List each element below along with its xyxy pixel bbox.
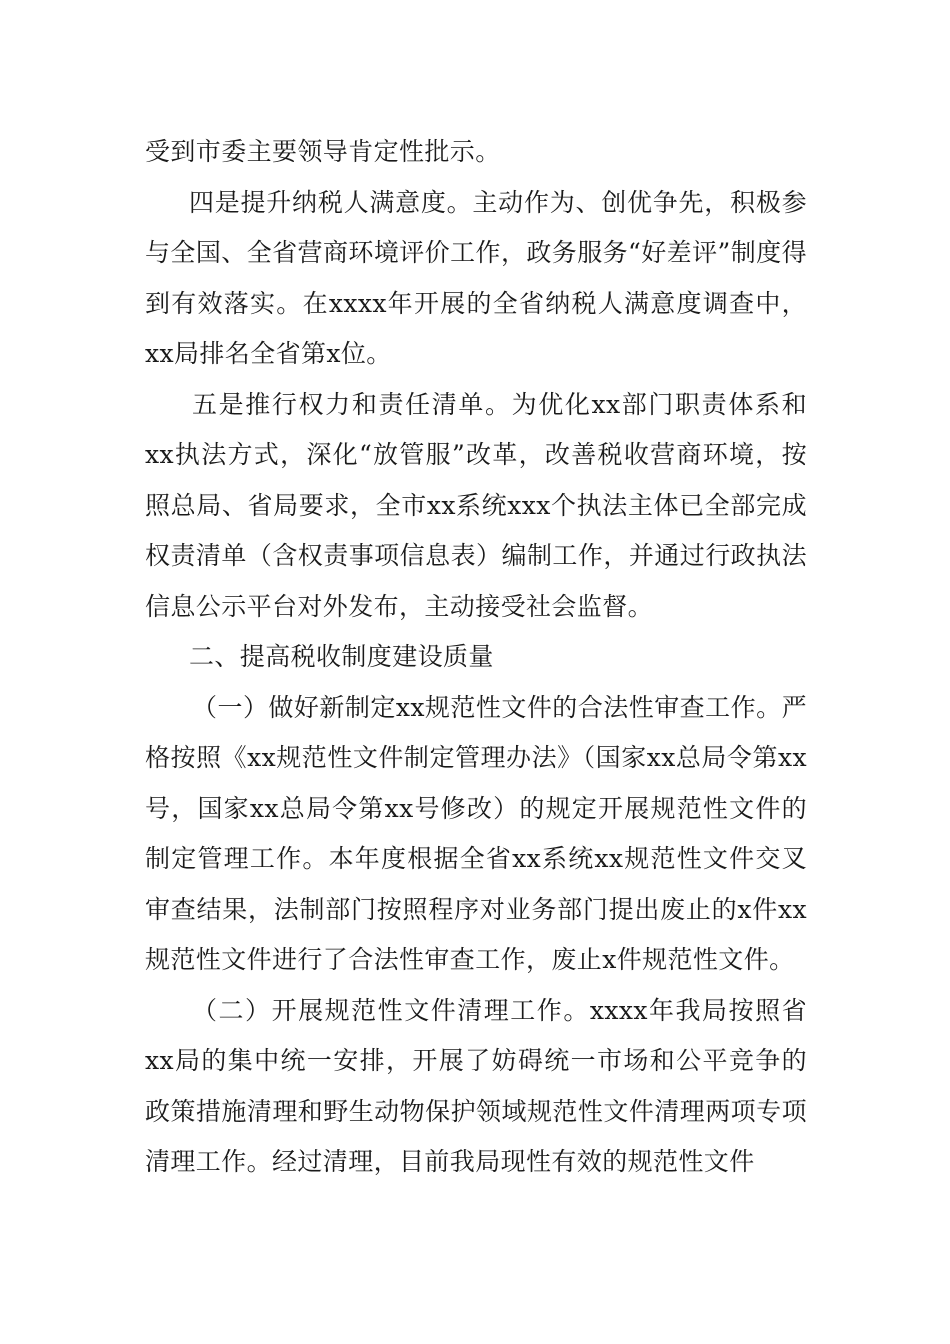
section-heading: 二、提高税收制度建设质量 (189, 642, 494, 671)
paragraph-continuation: 受到市委主要领导肯定性批示。 (145, 137, 501, 166)
document-body (145, 127, 807, 1188)
paragraph-item-four: 四是提升纳税人满意度。主动作为、创优争先，积极参与全国、全省营商环境评价工作，政务服务“好差评”制度得到有效落实。在xxxx年开展的全省纳税人满意度调查中，xx局排名全省第x位。 (145, 187, 807, 368)
paragraph-subsection-one: （一）做好新制定xx规范性文件的合法性审查工作。严格按照《xx规范性文件制定管理办法》（国家xx总局令第xx号，国家xx总局令第xx号修改）的规定开展规范性文件的制定管理工作。本年度根据全省xx系统xx规范性文件交叉审查结果，法制部门按照程序对业务部门提出废止的x件xx规范性文件进行了合法性审查工作，废止x件规范性文件。 (145, 692, 807, 974)
paragraph-item-five: 五是推行权力和责任清单。为优化xx部门职责体系和xx执法方式，深化“放管服”改革，改善税收营商环境，按照总局、省局要求，全市xx系统xxx个执法主体已全部完成权责清单（含权责事项信息表）编制工作，并通过行政执法信息公示平台对外发布，主动接受社会监督。 (145, 389, 807, 621)
paragraph-subsection-two: （二）开展规范性文件清理工作。xxxx年我局按照省xx局的集中统一安排，开展了妨碍统一市场和公平竞争的政策措施清理和野生动物保护领域规范性文件清理两项专项清理工作。经过清理，目前我局现性有效的规范性文件 (145, 995, 807, 1176)
